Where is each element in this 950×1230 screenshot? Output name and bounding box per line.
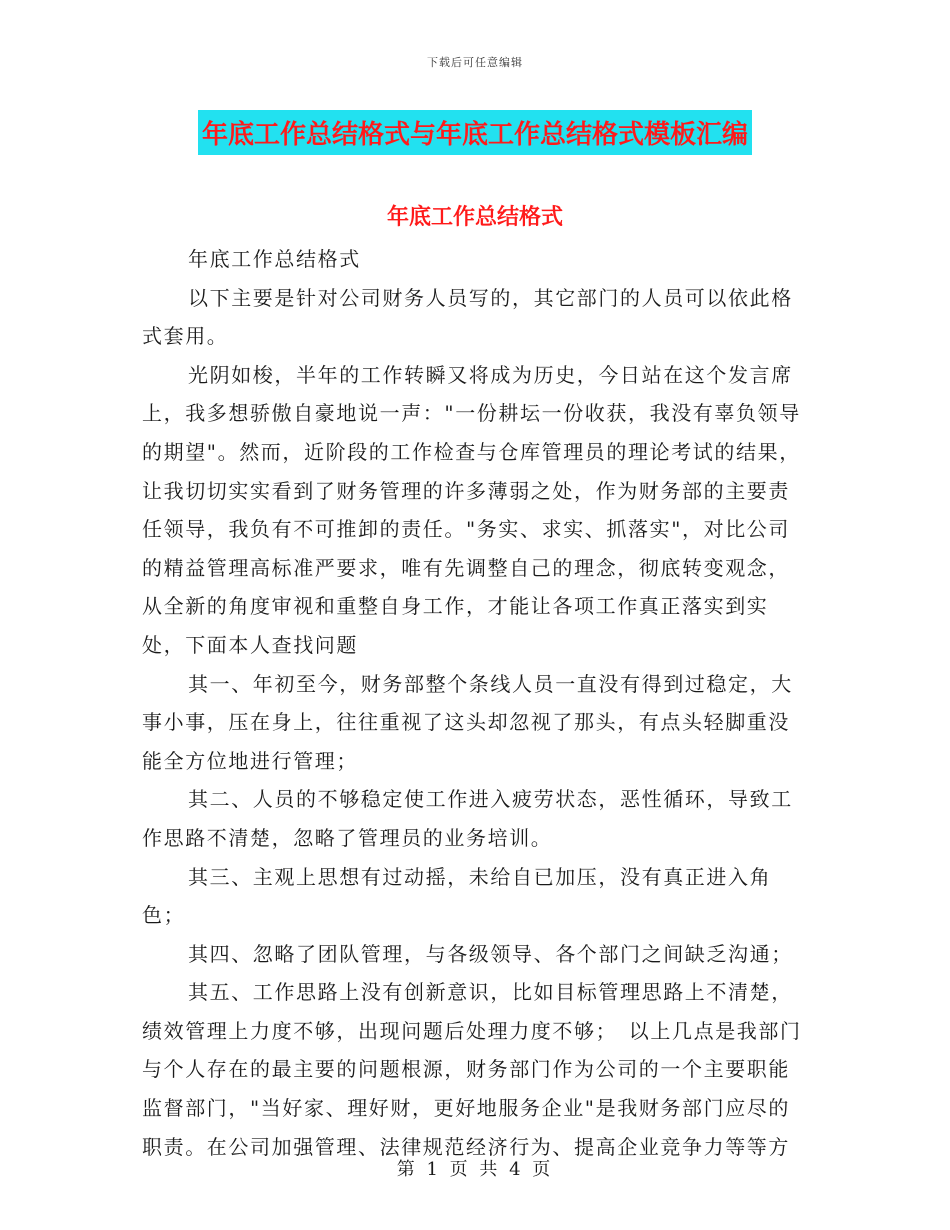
page-footer: 第 1 页 共 4 页: [396, 1159, 554, 1180]
section-title: 年底工作总结格式: [386, 205, 563, 230]
paragraph: 以下主要是针对公司财务人员写的，其它部门的人员可以依此格式套用。: [142, 285, 793, 349]
document-body: [142, 240, 807, 1166]
paragraph: 光阴如梭，半年的工作转瞬又将成为历史，今日站在这个发言席上，我多想骄傲自豪地说一声："一份耕坛一份收获，我没有辜负领导的期望"。然而，近阶段的工作检查与仓库管理员的理论考试的结果，让我切切实实看到了财务管理的许多薄弱之处，作为财务部的主要责任领导，我负有不可推卸的责任。"务实、求实、抓落实"，对比公司的精益管理高标准严要求，唯有先调整自己的理念，彻底转变观念，从全新的角度审视和重整自身工作，才能让各项工作真正落实到实处，下面本人查找问题: [142, 362, 801, 657]
paragraph: 年底工作总结格式: [188, 247, 361, 271]
header-note: 下载后可任意编辑: [427, 56, 523, 69]
paragraph: 其四、忽略了团队管理，与各级领导、各个部门之间缺乏沟通；: [188, 941, 793, 966]
document-title-block: [0, 110, 950, 155]
document-title: 年底工作总结格式与年底工作总结格式模板汇编: [198, 110, 752, 155]
paragraph: 其二、人员的不够稳定使工作进入疲劳状态，恶性循环，导致工作思路不清楚，忽略了管理员的业务培训。: [142, 787, 793, 850]
paragraph: 其三、主观上思想有过动摇，未给自已加压，没有真正进入角色；: [142, 864, 772, 928]
paragraph: 其一、年初至今，财务部整个条线人员一直没有得到过稳定，大事小事，压在身上，往往重视了这头却忽视了那头，有点头轻脚重没能全方位地进行管理；: [142, 671, 793, 773]
paragraph: 其五、工作思路上没有创新意识，比如目标管理思路上不清楚，绩效管理上力度不够，出现问题后处理力度不够； 以上几点是我部门与个人存在的最主要的问题根源，财务部门作为公司的一个主要职能监督部门，"当好家、理好财，更好地服务企业"是我财务部门应尽的职责。在公司加强管理、法律规范经济行为、提高企业竞争力等等方: [142, 980, 802, 1159]
